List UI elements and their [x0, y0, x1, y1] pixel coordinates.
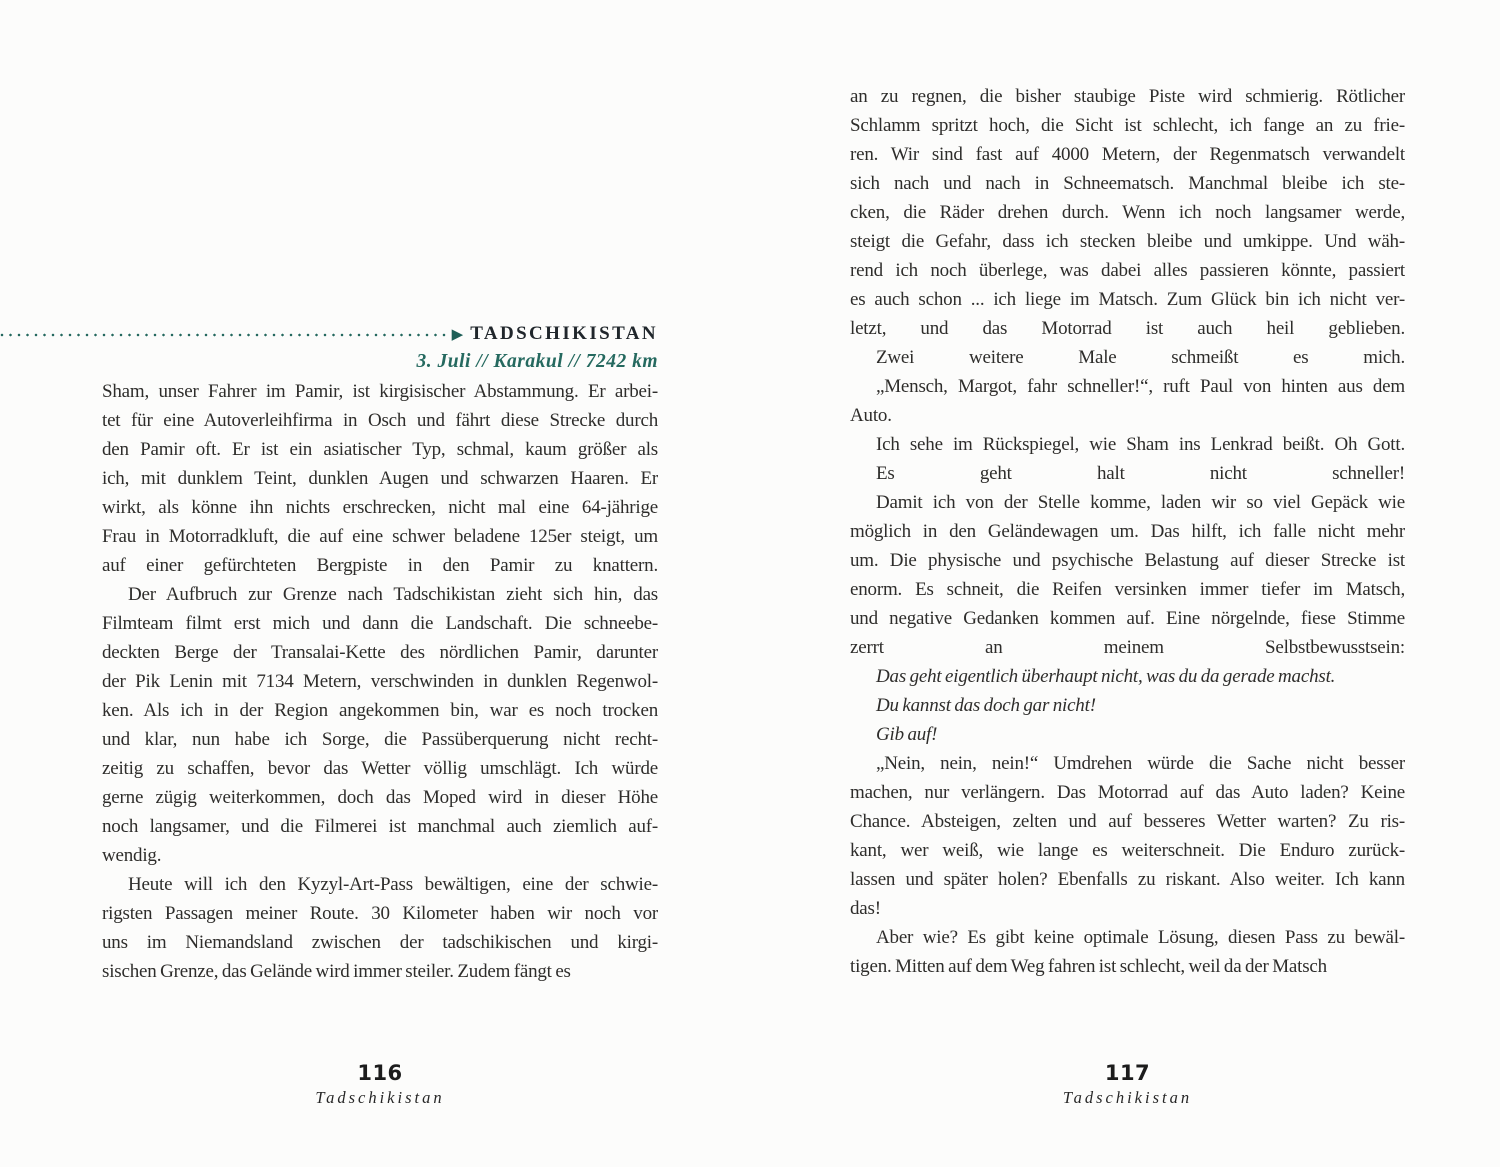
text-line: sich nach und nach in Schneematsch. Manchmal bleibe ich ste- — [850, 173, 1405, 194]
text-line: deckten Berge der Transalai-Kette des nördlichen Pamir, darunter — [102, 642, 658, 663]
paragraph — [850, 691, 1405, 720]
text-line: ken. Als ich in der Region angekommen bin, war es noch trocken — [102, 700, 658, 721]
text-line: wendig. — [102, 845, 162, 866]
page-number: 116 — [357, 1061, 403, 1085]
right-page-text-column — [850, 82, 1405, 981]
chapter-header — [0, 323, 658, 345]
paragraph — [850, 749, 1405, 923]
paragraph — [850, 82, 1405, 343]
paragraph — [850, 923, 1405, 981]
text-line: sischen Grenze, das Gelände wird immer steiler. Zudem fängt es — [102, 961, 571, 982]
text-line: Du kannst das doch gar nicht! — [876, 695, 1096, 716]
text-line: es auch schon ... ich liege im Matsch. Zum Glück bin ich nicht ver- — [850, 289, 1405, 310]
text-line: um. Die physische und psychische Belastung auf dieser Strecke ist — [850, 550, 1405, 571]
dotted-leader-line — [0, 333, 447, 337]
paragraph — [850, 430, 1405, 459]
text-line: steigt die Gefahr, dass ich stecken bleibe und umkippe. Und wäh- — [850, 231, 1405, 252]
text-line: Filmteam filmt erst mich und dann die Landschaft. Die schneebe- — [102, 613, 658, 634]
text-line: und negative Gedanken kommen auf. Eine nörgelnde, fiese Stimme — [850, 608, 1405, 629]
text-line: rigsten Passagen meiner Route. 30 Kilometer haben wir noch vor — [102, 903, 658, 924]
text-line: Frau in Motorradkluft, die auf eine schwer beladene 125er steigt, um — [102, 526, 658, 547]
text-line: Sham, unser Fahrer im Pamir, ist kirgisischer Abstammung. Er arbei- — [102, 381, 658, 402]
text-line: möglich in den Geländewagen um. Das hilft, ich falle nicht mehr — [850, 521, 1405, 542]
text-line: Zwei weitere Male schmeißt es mich. — [876, 347, 1405, 368]
text-line: wirkt, als könne ihn nichts erschrecken, nicht mal eine 64-jährige — [102, 497, 658, 518]
text-line: „Nein, nein, nein!“ Umdrehen würde die Sache nicht besser — [876, 753, 1405, 774]
text-line: Chance. Absteigen, zelten und auf besseres Wetter warten? Zu ris- — [850, 811, 1405, 832]
text-line: auf einer gefürchteten Bergpiste in den Pamir zu knattern. — [102, 555, 658, 576]
text-line: zeitig zu schaffen, bevor das Wetter völlig umschlägt. Ich würde — [102, 758, 658, 779]
text-line: und klar, nun habe ich Sorge, die Passüberquerung nicht recht- — [102, 729, 658, 750]
page-number: 117 — [1104, 1061, 1151, 1085]
left-page-text-column — [102, 377, 658, 986]
paragraph — [850, 459, 1405, 488]
text-line: letzt, und das Motorrad ist auch heil geblieben. — [850, 318, 1405, 339]
text-line: „Mensch, Margot, fahr schneller!“, ruft Paul von hinten aus dem — [876, 376, 1405, 397]
text-line: Der Aufbruch zur Grenze nach Tadschikistan zieht sich hin, das — [128, 584, 658, 605]
text-line: gerne zügig weiterkommen, doch das Moped wird in dieser Höhe — [102, 787, 658, 808]
paragraph — [850, 372, 1405, 430]
text-line: ren. Wir sind fast auf 4000 Metern, der Regenmatsch verwandelt — [850, 144, 1405, 165]
text-line: tet für eine Autoverleihfirma in Osch und fährt diese Strecke durch — [102, 410, 658, 431]
text-line: Es geht halt nicht schneller! — [876, 463, 1405, 484]
text-line: Auto. — [850, 405, 892, 426]
chapter-dateline: 3. Juli // Karakul // 7242 km — [416, 351, 658, 372]
text-line: lassen und später holen? Ebenfalls zu riskant. Also weiter. Ich kann — [850, 869, 1405, 890]
paragraph — [102, 580, 658, 870]
text-line: an zu regnen, die bisher staubige Piste wird schmierig. Rötlicher — [850, 86, 1405, 107]
text-line: rend ich noch überlege, was dabei alles passieren könnte, passiert — [850, 260, 1405, 281]
text-line: kant, wer weiß, wie lange es weiterschneit. Die Enduro zurück- — [850, 840, 1405, 861]
text-line: das! — [850, 898, 881, 919]
paragraph — [850, 662, 1405, 691]
running-chapter-name: Tadschikistan — [1062, 1088, 1193, 1107]
paragraph — [102, 377, 658, 580]
arrow-right-icon: ▶ — [451, 324, 464, 343]
text-line: den Pamir oft. Er ist ein asiatischer Typ, schmal, kaum größer als — [102, 439, 658, 460]
text-line: Ich sehe im Rückspiegel, wie Sham ins Lenkrad beißt. Oh Gott. — [876, 434, 1405, 455]
text-line: tigen. Mitten auf dem Weg fahren ist schlecht, weil da der Matsch — [850, 956, 1327, 977]
paragraph — [850, 343, 1405, 372]
chapter-title: TADSCHIKISTAN — [470, 323, 658, 344]
text-line: zerrt an meinem Selbstbewusstsein: — [850, 637, 1405, 658]
text-line: machen, nur verlängern. Das Motorrad auf das Auto laden? Keine — [850, 782, 1405, 803]
left-page-footer — [102, 1061, 658, 1108]
text-line: ich, mit dunklem Teint, dunklen Augen und schwarzen Haaren. Er — [102, 468, 658, 489]
text-line: Schlamm spritzt hoch, die Sicht ist schlecht, ich fange an zu frie- — [850, 115, 1405, 136]
text-line: Damit ich von der Stelle komme, laden wir so viel Gepäck wie — [876, 492, 1405, 513]
text-line: Gib auf! — [876, 724, 938, 745]
running-chapter-name: Tadschikistan — [315, 1088, 445, 1107]
text-line: Aber wie? Es gibt keine optimale Lösung, diesen Pass zu bewäl- — [876, 927, 1405, 948]
text-line: cken, die Räder drehen durch. Wenn ich noch langsamer werde, — [850, 202, 1405, 223]
text-line: Das geht eigentlich überhaupt nicht, was du da gerade machst. — [876, 666, 1336, 687]
text-line: enorm. Es schneit, die Reifen versinken immer tiefer im Matsch, — [850, 579, 1405, 600]
text-line: der Pik Lenin mit 7134 Metern, verschwinden in dunklen Regenwol- — [102, 671, 658, 692]
paragraph — [850, 488, 1405, 662]
text-line: uns im Niemandsland zwischen der tadschikischen und kirgi- — [102, 932, 658, 953]
right-page-footer — [850, 1061, 1405, 1108]
text-line: Heute will ich den Kyzyl-Art-Pass bewältigen, eine der schwie- — [128, 874, 658, 895]
text-line: noch langsamer, und die Filmerei ist manchmal auch ziemlich auf- — [102, 816, 658, 837]
paragraph — [102, 870, 658, 986]
paragraph — [850, 720, 1405, 749]
